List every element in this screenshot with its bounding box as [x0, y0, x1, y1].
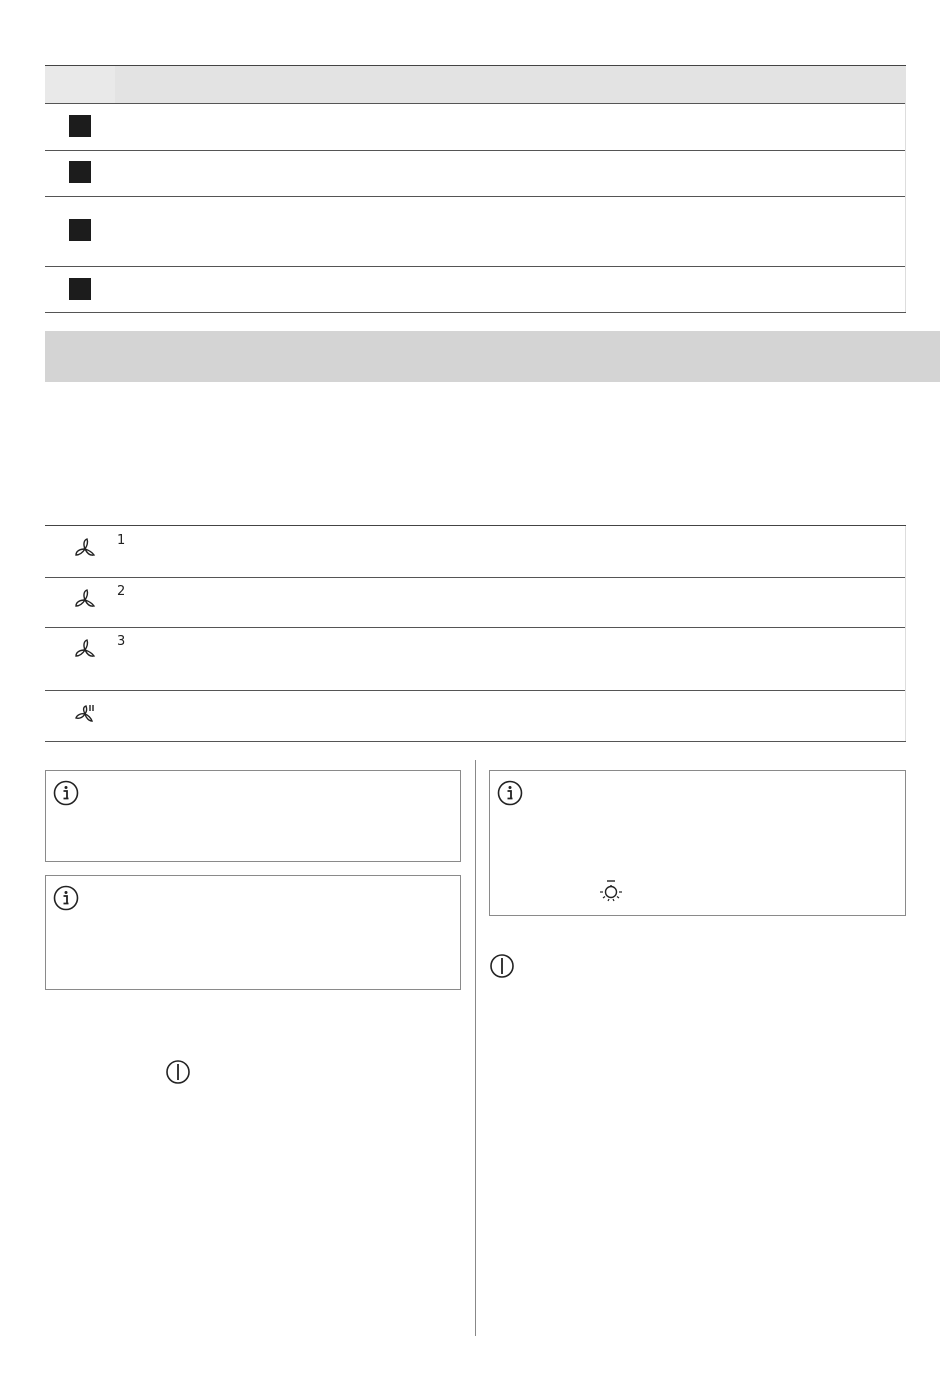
section-heading-band [45, 331, 940, 382]
fan-table-row [45, 627, 906, 691]
fan-intensive-icon [71, 702, 105, 730]
black-square-icon [69, 278, 91, 300]
fan-table-row [45, 577, 906, 628]
key-table-row [45, 150, 906, 197]
fan-table-row [45, 526, 906, 578]
column-divider [475, 760, 476, 1336]
key-table-row [45, 266, 906, 313]
fan-speed-level: 3 [117, 634, 126, 649]
key-table-header [45, 66, 906, 104]
black-square-icon [69, 161, 91, 183]
fan-speed-icon [71, 533, 126, 564]
key-table [45, 65, 906, 311]
info-box [489, 770, 906, 916]
info-box [45, 875, 461, 990]
fan-speed-icon [71, 584, 126, 615]
info-icon [53, 885, 79, 911]
power-icon [489, 953, 515, 979]
fan-speed-table [45, 525, 906, 740]
fan-table-row [45, 690, 906, 742]
key-table-row [45, 196, 906, 267]
info-icon [53, 780, 79, 806]
black-square-icon [69, 115, 91, 137]
info-icon [497, 780, 523, 806]
light-bulb-icon [597, 878, 625, 906]
black-square-icon [69, 219, 91, 241]
fan-speed-level: 2 [117, 584, 126, 599]
fan-speed-icon [71, 634, 126, 665]
key-table-header-cell-description [115, 66, 906, 103]
fan-speed-level: 1 [117, 533, 126, 548]
power-icon [165, 1059, 191, 1085]
key-table-header-cell-symbol [45, 66, 115, 103]
info-box [45, 770, 461, 862]
key-table-row [45, 103, 906, 151]
